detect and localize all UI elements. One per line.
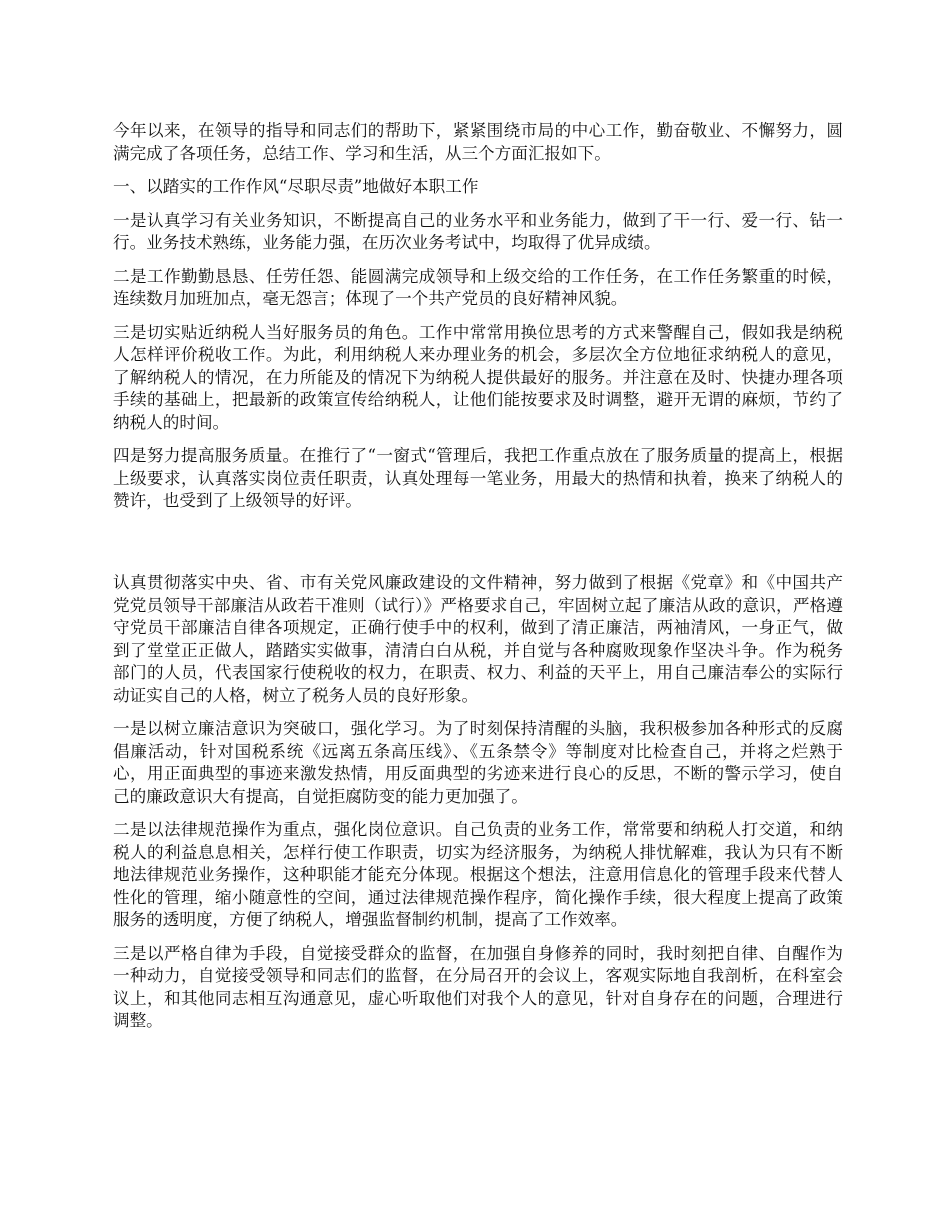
section-heading: 一、以踏实的工作作风“尽职尽责”地做好本职工作 — [113, 177, 479, 196]
document-body-section-2 — [113, 572, 843, 1044]
paragraph-service-quality: 四是努力提高服务质量。在推行了“一窗式“管理后，我把工作重点放在了服务质量的提高上，根据上级要求，认真落实岗位责任职责，认真处理每一笔业务，用最大的热情和执着，换来了纳税人的赞许，也受到了上级领导的好评。 — [113, 446, 843, 510]
paragraph-service-role: 三是切实贴近纳税人当好服务员的角色。工作中常常用换位思考的方式来警醒自己，假如我是纳税人怎样评价税收工作。为此，利用纳税人来办理业务的机会，多层次全方位地征求纳税人的意见，了解纳税人的情况，在力所能及的情况下为纳税人提供最好的服务。并注意在及时、快捷办理各项手续的基础上，把最新的政策宣传给纳税人，让他们能按要求及时调整，避开无谓的麻烦，节约了纳税人的时间。 — [113, 322, 843, 432]
intro-paragraph: 今年以来，在领导的指导和同志们的帮助下，紧紧围绕市局的中心工作，勤奋敬业、不懈努力，圆满完成了各项任务，总结工作、学习和生活，从三个方面汇报如下。 — [113, 121, 843, 163]
paragraph-awareness: 一是以树立廉洁意识为突破口，强化学习。为了时刻保持清醒的头脑，我积极参加各种形式的反腐倡廉活动，针对国税系统《远离五条高压线》、《五条禁令》等制度对比检查自己，并将之烂熟于心，用正面典型的事迹来激发热情，用反面典型的劣迹来进行良心的反思，不断的警示学习，使自己的廉政意识大有提高，自觉拒腐防变的能力更加强了。 — [113, 719, 843, 806]
paragraph-study: 一是认真学习有关业务知识，不断提高自己的业务水平和业务能力，做到了干一行、爱一行、钻一行。业务技术熟练，业务能力强，在历次业务考试中，均取得了优异成绩。 — [113, 210, 843, 252]
paragraph-self-discipline: 三是以严格自律为手段，自觉接受群众的监督，在加强自身修养的同时，我时刻把自律、自醒作为一种动力，自觉接受领导和同志们的监督，在分局召开的会议上，客观实际地自我剖析，在科室会议上，和其他同志相互沟通意见，虚心听取他们对我个人的意见，针对自身存在的问题，合理进行调整。 — [113, 943, 843, 1030]
document-body-section-1 — [113, 120, 843, 524]
paragraph-diligence: 二是工作勤勤恳恳、任劳任怨、能圆满完成领导和上级交给的工作任务，在工作任务繁重的时候，连续数月加班加点，毫无怨言；体现了一个共产党员的良好精神风貌。 — [113, 266, 843, 308]
paragraph-integrity: 认真贯彻落实中央、省、市有关党风廉政建设的文件精神，努力做到了根据《党章》和《中国共产党党员领导干部廉洁从政若干准则（试行）》严格要求自己，牢固树立起了廉洁从政的意识，严格遵守党员干部廉洁自律各项规定，正确行使手中的权利，做到了清正廉洁，两袖清风，一身正气，做到了堂堂正正做人，踏踏实实做事，清清白白从税，并自觉与各种腐败现象作坚决斗争。作为税务部门的人员，代表国家行使税收的权力，在职责、权力、利益的天平上，用自己廉洁奉公的实际行动证实自己的人格，树立了税务人员的良好形象。 — [113, 573, 843, 705]
paragraph-legal-standards: 二是以法律规范操作为重点，强化岗位意识。自己负责的业务工作，常常要和纳税人打交道，和纳税人的利益息息相关，怎样行使工作职责，切实为经济服务，为纳税人排忧解难，我认为只有不断地法律规范业务操作，这种职能才能充分体现。根据这个想法，注意用信息化的管理手段来代替人性化的管理，缩小随意性的空间，通过法律规范操作程序，简化操作手续，很大程度上提高了政策服务的透明度，方便了纳税人，增强监督制约机制，提高了工作效率。 — [113, 820, 843, 929]
